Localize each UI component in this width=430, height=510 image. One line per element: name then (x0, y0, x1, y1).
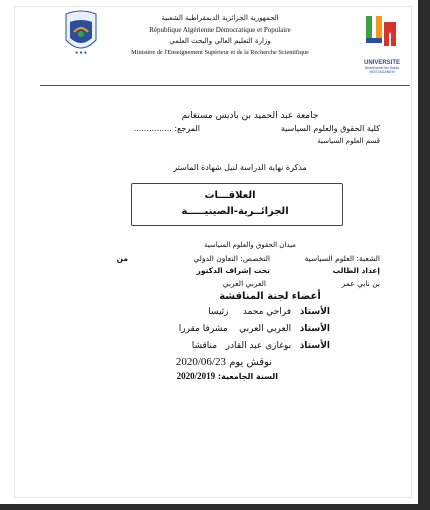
committee-member-row (130, 324, 330, 334)
university-name: جامعة عبد الحميد بن باديس مستغانم (181, 111, 319, 121)
defended-label: نوقش يوم (229, 357, 272, 368)
supervisor-label: تحت إشراف الدكتور (196, 266, 270, 275)
supervisor-name: العربي العربي (222, 279, 266, 288)
field-name: ميدان الحقوق والعلوم السياسية (204, 241, 296, 249)
branch-label (280, 254, 380, 263)
header-divider (40, 85, 410, 86)
member-title: الأستاذ (299, 307, 330, 317)
member-title: الأستاذ (299, 341, 330, 351)
document-page (14, 6, 412, 498)
thesis-title-line1: العلاقـــات (204, 190, 256, 201)
defense-date-line (170, 356, 272, 368)
thesis-subtitle: مذكرة نهاية الدراسة لنيل شهادة الماستر (173, 163, 307, 172)
header-ministry-ar: وزارة التعليم العالي والبحث العلمي (169, 37, 271, 45)
department-name: قسم العلوم السياسية (317, 137, 380, 145)
header-ministry-fr: Ministère de l'Enseignement Supérieur et de la Recherche Scientifique (131, 49, 309, 56)
logo-caption-city: MOSTAGANEM (369, 70, 395, 74)
faculty-name: كلية الحقوق والعلوم السياسية (280, 124, 380, 133)
committee-member-row (150, 307, 330, 317)
logo-caption-subname: Abdelhamid Ibn Badis (364, 66, 400, 70)
university-um-logo (362, 12, 402, 62)
university-logo-caption (354, 60, 410, 74)
student-label: إعداد الطالب (332, 266, 380, 275)
member-name: بوغازي عبد القادر (225, 341, 292, 351)
member-name: فراحي محمد (242, 307, 292, 317)
header-republic-fr: République Algérienne Démocratique et Populaire (149, 26, 291, 34)
svg-text:● ● ●: ● ● ● (75, 50, 87, 56)
academic-year-label: السنة الجامعية: (217, 372, 278, 381)
from-label: من (116, 254, 128, 263)
defense-date: 2020/06/23 (175, 356, 226, 368)
student-name: بن نابي عمر (341, 279, 380, 288)
academic-year: 2020/2019 (176, 371, 216, 381)
logo-caption-name: UNIVERSITE (363, 60, 400, 66)
thesis-title-line2: الجزائــرية-الصينيـــــة (181, 206, 289, 217)
header-republic-ar: الجمهورية الجزائرية الديمقراطية الشعبية (161, 14, 279, 22)
specialty-label: التخصص: التعاون الدولي (193, 254, 270, 263)
university-emblem-logo (60, 10, 102, 58)
viewer-right-edge (418, 0, 430, 510)
member-role: رئيسا (208, 307, 229, 317)
member-role: مشرفا مقررا (178, 324, 228, 334)
member-title: الأستاذ (299, 324, 330, 334)
committee-heading: أعضاء لجنة المناقشة (219, 291, 321, 302)
viewer-bottom-edge (0, 504, 430, 510)
reference-field: المرجع: ............... (133, 124, 200, 133)
committee-member-row (130, 341, 330, 351)
member-role: مناقشا (191, 341, 218, 351)
member-name: العربي العربي (239, 324, 292, 334)
academic-year-line (166, 371, 278, 381)
branch-text: الشعبة: العلوم السياسية (304, 254, 380, 263)
